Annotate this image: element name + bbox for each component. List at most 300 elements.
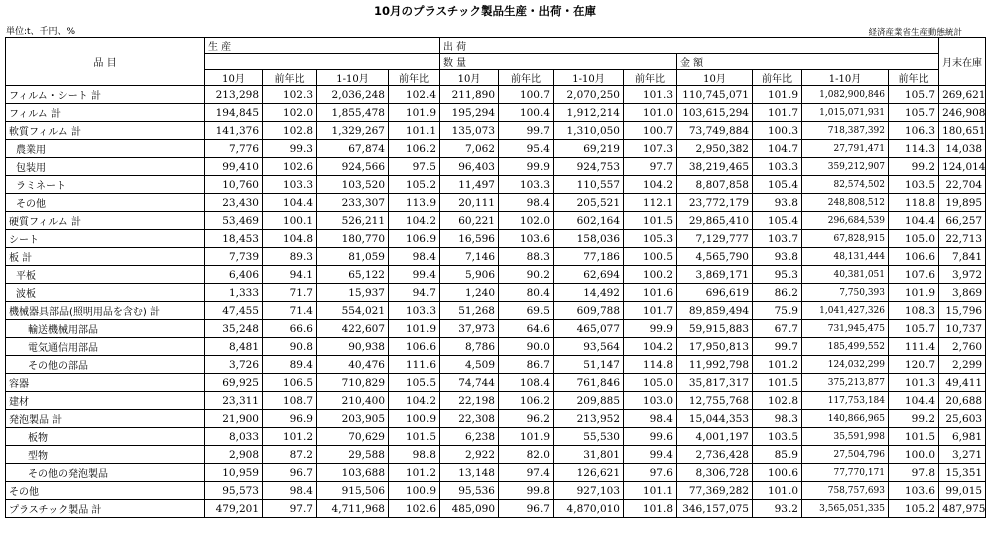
value-cell: 67,828,915 — [802, 230, 889, 248]
table-row — [6, 230, 986, 248]
value-cell: 180,651 — [939, 122, 986, 140]
value-cell: 103.3 — [753, 158, 802, 176]
value-cell: 105.4 — [753, 212, 802, 230]
value-cell: 96,403 — [440, 158, 499, 176]
value-cell: 90.0 — [499, 338, 554, 356]
value-cell: 67.7 — [753, 320, 802, 338]
value-cell: 89.4 — [263, 356, 317, 374]
value-cell: 102.3 — [263, 86, 317, 104]
value-cell: 47,455 — [205, 302, 263, 320]
value-cell: 927,103 — [554, 482, 624, 500]
value-cell: 65,122 — [317, 266, 389, 284]
value-cell: 465,077 — [554, 320, 624, 338]
value-cell: 103.6 — [499, 230, 554, 248]
table-row — [6, 158, 986, 176]
value-cell: 40,476 — [317, 356, 389, 374]
row-label: 波板 — [6, 284, 205, 302]
value-cell: 77,369,282 — [677, 482, 753, 500]
value-cell: 104.4 — [889, 392, 939, 410]
value-cell: 101.5 — [753, 374, 802, 392]
value-cell: 100.7 — [499, 86, 554, 104]
value-cell: 101.3 — [889, 374, 939, 392]
value-cell: 126,621 — [554, 464, 624, 482]
table-row — [6, 122, 986, 140]
value-cell: 18,453 — [205, 230, 263, 248]
value-cell: 99,410 — [205, 158, 263, 176]
table-row — [6, 374, 986, 392]
value-cell: 62,694 — [554, 266, 624, 284]
value-cell: 114.3 — [889, 140, 939, 158]
value-cell: 205,521 — [554, 194, 624, 212]
value-cell: 3,726 — [205, 356, 263, 374]
value-cell: 195,294 — [440, 104, 499, 122]
value-cell: 10,737 — [939, 320, 986, 338]
value-cell: 1,015,071,931 — [802, 104, 889, 122]
value-cell: 110,745,071 — [677, 86, 753, 104]
value-cell: 1,310,050 — [554, 122, 624, 140]
value-cell: 103,688 — [317, 464, 389, 482]
value-cell: 8,481 — [205, 338, 263, 356]
value-cell: 105.7 — [889, 320, 939, 338]
value-cell: 104.4 — [889, 212, 939, 230]
value-cell: 101.9 — [499, 428, 554, 446]
value-cell: 96.9 — [263, 410, 317, 428]
value-cell: 35,248 — [205, 320, 263, 338]
value-cell: 22,704 — [939, 176, 986, 194]
value-cell: 100.7 — [624, 122, 677, 140]
value-cell: 1,912,214 — [554, 104, 624, 122]
header-sub-cell: 10月 — [440, 70, 499, 86]
row-label: フィルム・シート 計 — [6, 86, 205, 104]
value-cell: 4,001,197 — [677, 428, 753, 446]
value-cell: 100.0 — [889, 446, 939, 464]
source-note: 経済産業省生産動態統計 — [868, 28, 962, 38]
value-cell: 82.0 — [499, 446, 554, 464]
value-cell: 95,573 — [205, 482, 263, 500]
value-cell: 104.2 — [624, 338, 677, 356]
value-cell: 104.4 — [263, 194, 317, 212]
value-cell: 106.5 — [263, 374, 317, 392]
value-cell: 213,298 — [205, 86, 263, 104]
value-cell: 105.2 — [889, 500, 939, 518]
value-cell: 93.8 — [753, 194, 802, 212]
row-label: 硬質フィルム 計 — [6, 212, 205, 230]
value-cell: 102.4 — [389, 86, 440, 104]
value-cell: 526,211 — [317, 212, 389, 230]
value-cell: 105.3 — [624, 230, 677, 248]
value-cell: 213,952 — [554, 410, 624, 428]
value-cell: 102.8 — [753, 392, 802, 410]
value-cell: 103.3 — [389, 302, 440, 320]
value-cell: 104.2 — [624, 176, 677, 194]
value-cell: 269,621 — [939, 86, 986, 104]
value-cell: 99.2 — [889, 158, 939, 176]
value-cell: 233,307 — [317, 194, 389, 212]
table-row — [6, 356, 986, 374]
value-cell: 2,736,428 — [677, 446, 753, 464]
value-cell: 98.3 — [753, 410, 802, 428]
value-cell: 2,036,248 — [317, 86, 389, 104]
value-cell: 104.2 — [389, 212, 440, 230]
value-cell: 479,201 — [205, 500, 263, 518]
row-label: 容器 — [6, 374, 205, 392]
value-cell: 209,885 — [554, 392, 624, 410]
value-cell: 101.9 — [389, 104, 440, 122]
value-cell: 49,411 — [939, 374, 986, 392]
table-row — [6, 428, 986, 446]
row-label: 輸送機械用部品 — [6, 320, 205, 338]
row-label: 型物 — [6, 446, 205, 464]
value-cell: 102.6 — [263, 158, 317, 176]
value-cell: 106.3 — [889, 122, 939, 140]
value-cell: 101.7 — [624, 302, 677, 320]
table-row — [6, 140, 986, 158]
table-row — [6, 500, 986, 518]
value-cell: 94.7 — [389, 284, 440, 302]
value-cell: 66.6 — [263, 320, 317, 338]
value-cell: 2,070,250 — [554, 86, 624, 104]
value-cell: 346,157,075 — [677, 500, 753, 518]
table-row — [6, 284, 986, 302]
value-cell: 731,945,475 — [802, 320, 889, 338]
value-cell: 89,859,494 — [677, 302, 753, 320]
value-cell: 124,032,299 — [802, 356, 889, 374]
value-cell: 117,753,184 — [802, 392, 889, 410]
value-cell: 85.9 — [753, 446, 802, 464]
value-cell: 103.3 — [263, 176, 317, 194]
value-cell: 246,908 — [939, 104, 986, 122]
value-cell: 10,959 — [205, 464, 263, 482]
value-cell: 104.2 — [389, 392, 440, 410]
value-cell: 102.6 — [389, 500, 440, 518]
value-cell: 103.5 — [753, 428, 802, 446]
value-cell: 110,557 — [554, 176, 624, 194]
value-cell: 103.6 — [889, 482, 939, 500]
value-cell: 108.3 — [889, 302, 939, 320]
value-cell: 29,865,410 — [677, 212, 753, 230]
value-cell: 359,212,907 — [802, 158, 889, 176]
value-cell: 111.4 — [889, 338, 939, 356]
value-cell: 23,311 — [205, 392, 263, 410]
value-cell: 7,062 — [440, 140, 499, 158]
table-row — [6, 194, 986, 212]
value-cell: 11,992,798 — [677, 356, 753, 374]
value-cell: 95.4 — [499, 140, 554, 158]
value-cell: 75.9 — [753, 302, 802, 320]
value-cell: 100.6 — [753, 464, 802, 482]
value-cell: 1,333 — [205, 284, 263, 302]
value-cell: 1,855,478 — [317, 104, 389, 122]
value-cell: 71.7 — [263, 284, 317, 302]
header-sub-cell: 前年比 — [753, 70, 802, 86]
value-cell: 158,036 — [554, 230, 624, 248]
value-cell: 14,492 — [554, 284, 624, 302]
value-cell: 101.2 — [263, 428, 317, 446]
value-cell: 99.3 — [263, 140, 317, 158]
value-cell: 107.3 — [624, 140, 677, 158]
header-sub-cell: 1-10月 — [802, 70, 889, 86]
header-sub-cell: 前年比 — [499, 70, 554, 86]
value-cell: 2,299 — [939, 356, 986, 374]
value-cell: 100.4 — [499, 104, 554, 122]
value-cell: 48,131,444 — [802, 248, 889, 266]
value-cell: 554,021 — [317, 302, 389, 320]
value-cell: 102.0 — [499, 212, 554, 230]
value-cell: 96.2 — [499, 410, 554, 428]
value-cell: 101.8 — [624, 500, 677, 518]
value-cell: 5,906 — [440, 266, 499, 284]
value-cell: 98.8 — [389, 446, 440, 464]
value-cell: 3,972 — [939, 266, 986, 284]
row-label: プラスチック製品 計 — [6, 500, 205, 518]
value-cell: 100.1 — [263, 212, 317, 230]
table-row — [6, 248, 986, 266]
row-label: 発泡製品 計 — [6, 410, 205, 428]
value-cell: 99.9 — [499, 158, 554, 176]
value-cell: 93.8 — [753, 248, 802, 266]
table-row — [6, 464, 986, 482]
page-title: 10月のプラスチック製品生産・出荷・在庫 — [373, 4, 597, 18]
table-body — [6, 86, 986, 518]
statistics-table — [5, 37, 986, 518]
row-label: ラミネート — [6, 176, 205, 194]
table-row — [6, 410, 986, 428]
value-cell: 29,588 — [317, 446, 389, 464]
value-cell: 96.7 — [263, 464, 317, 482]
value-cell: 27,504,796 — [802, 446, 889, 464]
value-cell: 375,213,877 — [802, 374, 889, 392]
header-shipment: 出 荷 — [440, 38, 939, 54]
value-cell: 55,530 — [554, 428, 624, 446]
value-cell: 104.7 — [753, 140, 802, 158]
value-cell: 51,268 — [440, 302, 499, 320]
value-cell: 296,684,539 — [802, 212, 889, 230]
value-cell: 23,430 — [205, 194, 263, 212]
value-cell: 101.9 — [753, 86, 802, 104]
value-cell: 15,796 — [939, 302, 986, 320]
value-cell: 111.6 — [389, 356, 440, 374]
value-cell: 101.3 — [624, 86, 677, 104]
table-row — [6, 338, 986, 356]
value-cell: 422,607 — [317, 320, 389, 338]
value-cell: 97.7 — [624, 158, 677, 176]
value-cell: 100.9 — [389, 410, 440, 428]
value-cell: 602,164 — [554, 212, 624, 230]
value-cell: 99.9 — [624, 320, 677, 338]
header-production: 生 産 — [205, 38, 440, 54]
value-cell: 108.4 — [499, 374, 554, 392]
value-cell: 2,760 — [939, 338, 986, 356]
value-cell: 14,038 — [939, 140, 986, 158]
value-cell: 20,688 — [939, 392, 986, 410]
value-cell: 35,817,317 — [677, 374, 753, 392]
value-cell: 487,975 — [939, 500, 986, 518]
value-cell: 96.7 — [499, 500, 554, 518]
value-cell: 90.8 — [263, 338, 317, 356]
table-row — [6, 266, 986, 284]
value-cell: 15,351 — [939, 464, 986, 482]
value-cell: 4,711,968 — [317, 500, 389, 518]
value-cell: 1,329,267 — [317, 122, 389, 140]
value-cell: 103.7 — [753, 230, 802, 248]
value-cell: 23,772,179 — [677, 194, 753, 212]
value-cell: 124,014 — [939, 158, 986, 176]
header-sub-cell: 前年比 — [624, 70, 677, 86]
value-cell: 105.5 — [389, 374, 440, 392]
value-cell: 37,973 — [440, 320, 499, 338]
value-cell: 105.7 — [889, 86, 939, 104]
value-cell: 66,257 — [939, 212, 986, 230]
value-cell: 6,406 — [205, 266, 263, 284]
value-cell: 8,306,728 — [677, 464, 753, 482]
value-cell: 81,059 — [317, 248, 389, 266]
value-cell: 22,713 — [939, 230, 986, 248]
header-inventory: 月末在庫 — [939, 38, 986, 86]
value-cell: 60,221 — [440, 212, 499, 230]
value-cell: 8,786 — [440, 338, 499, 356]
row-label: 電気通信用部品 — [6, 338, 205, 356]
value-cell: 97.8 — [889, 464, 939, 482]
value-cell: 8,807,858 — [677, 176, 753, 194]
value-cell: 90,938 — [317, 338, 389, 356]
value-cell: 6,238 — [440, 428, 499, 446]
value-cell: 100.5 — [624, 248, 677, 266]
header-sub-cell: 10月 — [205, 70, 263, 86]
value-cell: 924,753 — [554, 158, 624, 176]
value-cell: 101.9 — [889, 284, 939, 302]
value-cell: 99.2 — [889, 410, 939, 428]
value-cell: 25,603 — [939, 410, 986, 428]
value-cell: 118.8 — [889, 194, 939, 212]
value-cell: 22,198 — [440, 392, 499, 410]
header-sub-cell: 10月 — [677, 70, 753, 86]
row-label: 包装用 — [6, 158, 205, 176]
value-cell: 100.2 — [624, 266, 677, 284]
value-cell: 97.6 — [624, 464, 677, 482]
table-row — [6, 86, 986, 104]
value-cell: 86.7 — [499, 356, 554, 374]
value-cell: 88.3 — [499, 248, 554, 266]
value-cell: 6,981 — [939, 428, 986, 446]
value-cell: 108.7 — [263, 392, 317, 410]
value-cell: 101.9 — [389, 320, 440, 338]
value-cell: 4,870,010 — [554, 500, 624, 518]
value-cell: 17,950,813 — [677, 338, 753, 356]
value-cell: 97.7 — [263, 500, 317, 518]
value-cell: 15,044,353 — [677, 410, 753, 428]
value-cell: 102.0 — [263, 104, 317, 122]
value-cell: 99.7 — [753, 338, 802, 356]
value-cell: 101.2 — [753, 356, 802, 374]
value-cell: 95.3 — [753, 266, 802, 284]
value-cell: 82,574,502 — [802, 176, 889, 194]
value-cell: 105.7 — [889, 104, 939, 122]
value-cell: 101.1 — [624, 482, 677, 500]
value-cell: 185,499,552 — [802, 338, 889, 356]
value-cell: 103.5 — [889, 176, 939, 194]
value-cell: 71.4 — [263, 302, 317, 320]
value-cell: 758,757,693 — [802, 482, 889, 500]
value-cell: 99.7 — [499, 122, 554, 140]
table-row — [6, 302, 986, 320]
value-cell: 105.2 — [389, 176, 440, 194]
table-row — [6, 392, 986, 410]
value-cell: 7,739 — [205, 248, 263, 266]
value-cell: 20,111 — [440, 194, 499, 212]
value-cell: 100.3 — [753, 122, 802, 140]
value-cell: 16,596 — [440, 230, 499, 248]
value-cell: 3,271 — [939, 446, 986, 464]
value-cell: 77,770,171 — [802, 464, 889, 482]
value-cell: 67,874 — [317, 140, 389, 158]
value-cell: 7,776 — [205, 140, 263, 158]
value-cell: 7,146 — [440, 248, 499, 266]
value-cell: 140,866,965 — [802, 410, 889, 428]
value-cell: 103.0 — [624, 392, 677, 410]
row-label: 機械器具部品(照明用品を含む) 計 — [6, 302, 205, 320]
value-cell: 40,381,051 — [802, 266, 889, 284]
value-cell: 11,497 — [440, 176, 499, 194]
table-row — [6, 212, 986, 230]
value-cell: 103,615,294 — [677, 104, 753, 122]
header-sub-cell: 前年比 — [263, 70, 317, 86]
row-label: その他の発泡製品 — [6, 464, 205, 482]
value-cell: 97.5 — [389, 158, 440, 176]
value-cell: 104.8 — [263, 230, 317, 248]
value-cell: 4,509 — [440, 356, 499, 374]
value-cell: 101.0 — [624, 104, 677, 122]
value-cell: 69,219 — [554, 140, 624, 158]
value-cell: 120.7 — [889, 356, 939, 374]
header-sub-cell: 前年比 — [889, 70, 939, 86]
value-cell: 101.5 — [389, 428, 440, 446]
value-cell: 98.4 — [499, 194, 554, 212]
value-cell: 27,791,471 — [802, 140, 889, 158]
value-cell: 19,895 — [939, 194, 986, 212]
header-amount: 金 額 — [677, 54, 939, 70]
value-cell: 31,801 — [554, 446, 624, 464]
row-label: シート — [6, 230, 205, 248]
value-cell: 609,788 — [554, 302, 624, 320]
value-cell: 103.3 — [499, 176, 554, 194]
value-cell: 101.7 — [753, 104, 802, 122]
header-sub-cell: 前年比 — [389, 70, 440, 86]
table-row — [6, 320, 986, 338]
value-cell: 99.4 — [389, 266, 440, 284]
value-cell: 95,536 — [440, 482, 499, 500]
value-cell: 77,186 — [554, 248, 624, 266]
value-cell: 3,565,051,335 — [802, 500, 889, 518]
value-cell: 2,922 — [440, 446, 499, 464]
value-cell: 98.4 — [263, 482, 317, 500]
value-cell: 211,890 — [440, 86, 499, 104]
header-item: 品 目 — [6, 38, 205, 86]
value-cell: 98.4 — [624, 410, 677, 428]
row-label: フィルム 計 — [6, 104, 205, 122]
value-cell: 114.8 — [624, 356, 677, 374]
value-cell: 135,073 — [440, 122, 499, 140]
header-sub-cell: 1-10月 — [554, 70, 624, 86]
value-cell: 80.4 — [499, 284, 554, 302]
value-cell: 94.1 — [263, 266, 317, 284]
value-cell: 112.1 — [624, 194, 677, 212]
value-cell: 90.2 — [499, 266, 554, 284]
value-cell: 97.4 — [499, 464, 554, 482]
value-cell: 86.2 — [753, 284, 802, 302]
value-cell: 21,900 — [205, 410, 263, 428]
value-cell: 7,129,777 — [677, 230, 753, 248]
table-row — [6, 482, 986, 500]
